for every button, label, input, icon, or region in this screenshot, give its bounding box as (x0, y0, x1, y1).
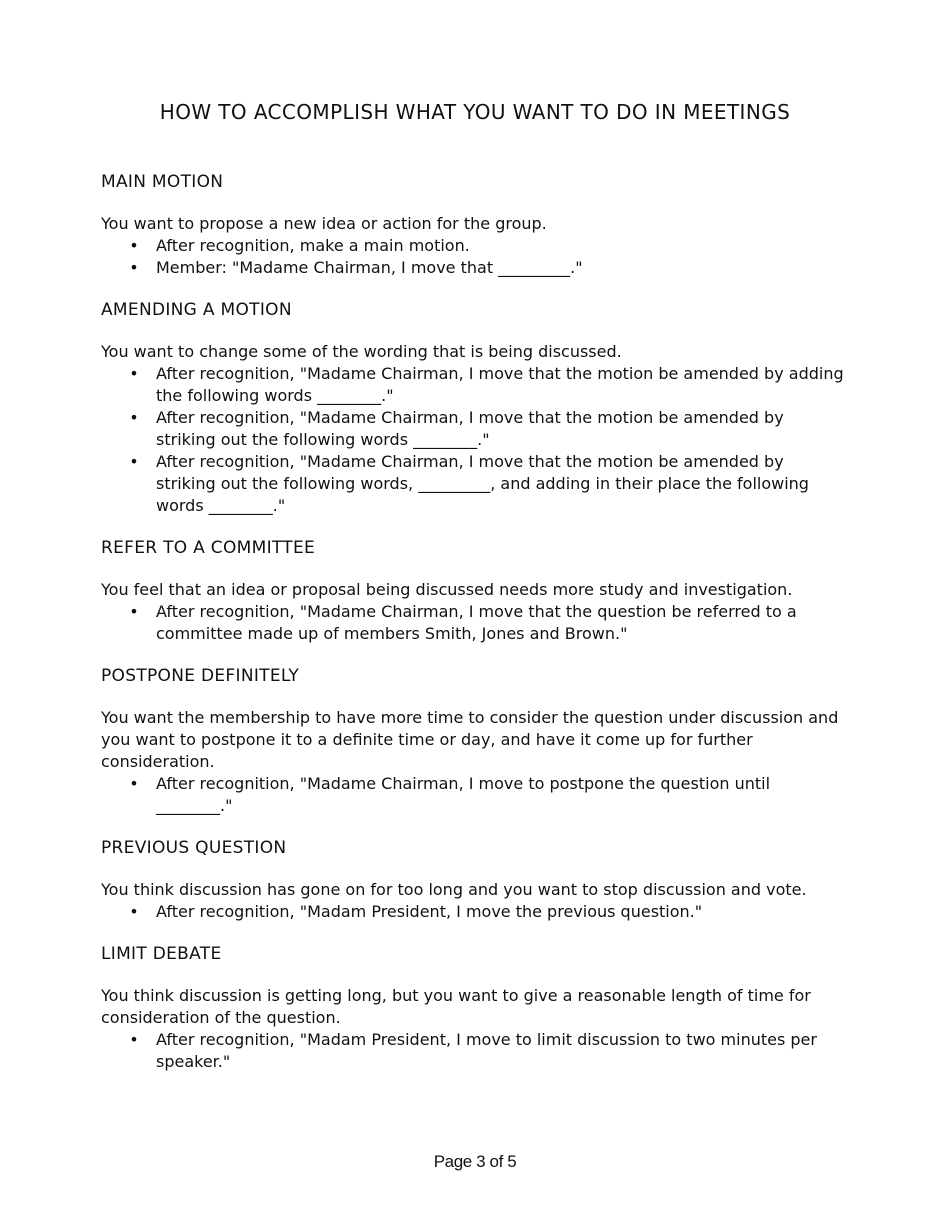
section-main-motion (101, 170, 846, 279)
bullet-list (101, 773, 846, 817)
list-item-text: After recognition, "Madam President, I move the previous question." (156, 902, 703, 921)
section-limit-debate (101, 942, 846, 1073)
bullet-icon: • (129, 1030, 139, 1049)
bullet-list (101, 1029, 846, 1073)
section-intro: You think discussion has gone on for too long and you want to stop discussion and vote. (101, 880, 807, 899)
list-item (101, 773, 846, 817)
section-refer-to-a-committee (101, 536, 846, 645)
list-item-text: After recognition, "Madame Chairman, I move that the question be referred to a committee made up of members Smith, Jones and Brown." (156, 602, 797, 643)
list-item-text: After recognition, "Madame Chairman, I move that the motion be amended by adding the following words ________." (156, 364, 844, 405)
list-item (101, 601, 846, 645)
section-postpone-definitely (101, 664, 846, 817)
bullet-icon: • (129, 902, 139, 921)
list-item (101, 451, 846, 517)
bullet-icon: • (129, 258, 139, 277)
list-item-text: After recognition, "Madam President, I move to limit discussion to two minutes per speaker." (156, 1030, 817, 1071)
list-item-text: Member: "Madame Chairman, I move that _________." (156, 258, 583, 277)
list-item-text: After recognition, "Madame Chairman, I move that the motion be amended by striking out the following words ________." (156, 408, 784, 449)
list-item (101, 257, 846, 279)
bullet-list (101, 901, 846, 923)
list-item-text: After recognition, "Madame Chairman, I move that the motion be amended by striking out the following words, _________, and adding in their place the following words ________." (156, 452, 809, 515)
bullet-icon: • (129, 774, 139, 793)
bullet-icon: • (129, 364, 139, 383)
section-intro: You think discussion is getting long, but you want to give a reasonable length of time for consideration of the question. (101, 986, 811, 1027)
bullet-list (101, 363, 846, 517)
list-item (101, 1029, 846, 1073)
bullet-icon: • (129, 236, 139, 255)
section-heading: MAIN MOTION (101, 172, 224, 192)
list-item-text: After recognition, "Madame Chairman, I move to postpone the question until ________." (156, 774, 771, 815)
list-item (101, 363, 846, 407)
section-intro: You want to propose a new idea or action for the group. (101, 214, 547, 233)
list-item-text: After recognition, make a main motion. (156, 236, 470, 255)
document-title: HOW TO ACCOMPLISH WHAT YOU WANT TO DO IN MEETINGS (159, 100, 791, 124)
list-item (101, 901, 846, 923)
page-number: Page 3 of 5 (433, 1152, 517, 1171)
list-item (101, 407, 846, 451)
section-heading: AMENDING A MOTION (101, 300, 292, 320)
bullet-list (101, 235, 846, 279)
bullet-icon: • (129, 602, 139, 621)
section-intro: You want to change some of the wording that is being discussed. (101, 342, 622, 361)
section-heading: PREVIOUS QUESTION (101, 838, 287, 858)
list-item (101, 235, 846, 257)
bullet-list (101, 601, 846, 645)
section-intro: You feel that an idea or proposal being discussed needs more study and investigation. (101, 580, 793, 599)
bullet-icon: • (129, 452, 139, 471)
section-heading: REFER TO A COMMITTEE (101, 538, 316, 558)
document-body (101, 170, 846, 1092)
section-previous-question (101, 836, 846, 923)
bullet-icon: • (129, 408, 139, 427)
section-heading: POSTPONE DEFINITELY (101, 666, 300, 686)
section-amending-a-motion (101, 298, 846, 517)
section-heading: LIMIT DEBATE (101, 944, 222, 964)
section-intro: You want the membership to have more time to consider the question under discussion and you want to postpone it to a definite time or day, and have it come up for further consideration. (101, 708, 839, 771)
